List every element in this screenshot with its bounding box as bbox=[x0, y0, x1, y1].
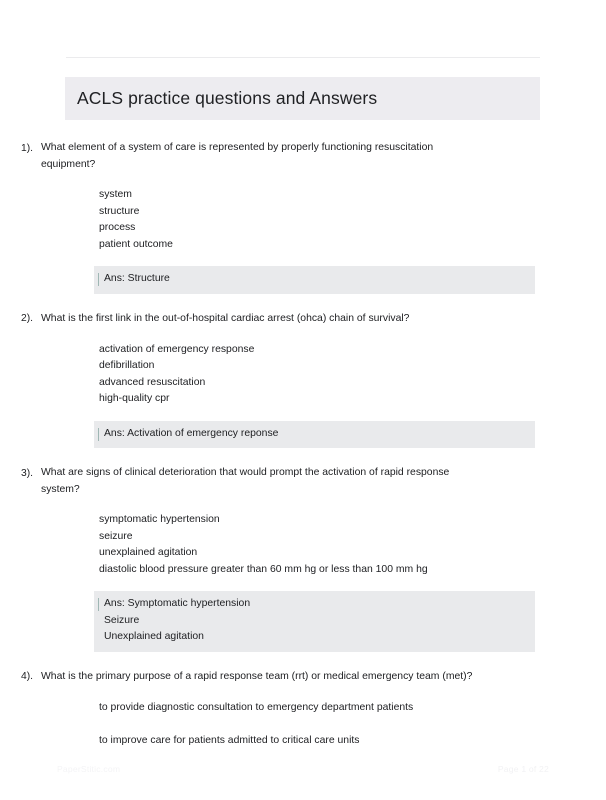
answer-option[interactable]: advanced resuscitation bbox=[99, 376, 206, 388]
answer-options bbox=[99, 187, 606, 253]
header-divider bbox=[66, 57, 540, 58]
answer-option[interactable]: structure bbox=[99, 205, 140, 217]
document-title-banner bbox=[65, 77, 540, 120]
answer-line: Unexplained agitation bbox=[104, 631, 204, 642]
answer-line: Ans: Symptomatic hypertension bbox=[94, 596, 535, 613]
answer-box bbox=[94, 591, 535, 652]
page-footer bbox=[0, 764, 606, 778]
question-header bbox=[0, 465, 606, 498]
answer-option[interactable]: process bbox=[99, 222, 136, 233]
answer-option[interactable]: unexplained agitation bbox=[99, 547, 198, 558]
footer-page-indicator: Page 1 of 22 bbox=[497, 764, 549, 774]
answer-option[interactable]: patient outcome bbox=[99, 238, 173, 250]
answer-option[interactable]: to provide diagnostic consultation to emergency department patients bbox=[99, 701, 414, 713]
answer-option[interactable]: seizure bbox=[99, 530, 133, 542]
answer-box bbox=[94, 266, 535, 294]
question-text: What is the first link in the out-of-hospital cardiac arrest (ohca) chain of survival? bbox=[41, 312, 410, 324]
answer-option[interactable]: activation of emergency response bbox=[99, 343, 255, 355]
answer-line: Seizure bbox=[104, 614, 140, 626]
answer-line: Ans: Activation of emergency reponse bbox=[94, 426, 535, 443]
question-header bbox=[0, 140, 606, 173]
question-header bbox=[0, 669, 606, 686]
questions-list bbox=[0, 140, 606, 767]
question-block bbox=[0, 669, 606, 750]
answer-option[interactable]: defibrillation bbox=[99, 360, 155, 371]
answer-options bbox=[99, 700, 606, 750]
question-number: 3). bbox=[20, 467, 33, 479]
answer-option[interactable]: high-quality cpr bbox=[99, 393, 170, 404]
answer-line: Ans: Structure bbox=[94, 271, 535, 288]
question-header bbox=[0, 311, 606, 328]
question-block bbox=[0, 140, 606, 294]
answer-box bbox=[94, 421, 535, 449]
answer-option[interactable]: diastolic blood pressure greater than 60 mm hg or less than 100 mm hg bbox=[99, 563, 428, 575]
question-number: 2). bbox=[20, 313, 33, 324]
question-number: 4). bbox=[20, 671, 33, 682]
question-block bbox=[0, 311, 606, 449]
question-text: What are signs of clinical deterioration that would prompt the activation of rapid response system? bbox=[41, 467, 450, 495]
answer-options bbox=[99, 342, 606, 408]
answer-option[interactable]: symptomatic hypertension bbox=[99, 514, 220, 525]
answer-option[interactable]: system bbox=[99, 189, 132, 200]
page-title: ACLS practice questions and Answers bbox=[77, 88, 378, 108]
question-text: What is the primary purpose of a rapid response team (rrt) or medical emergency team (met)? bbox=[41, 670, 473, 682]
answer-options bbox=[99, 512, 606, 578]
answer-option[interactable]: to improve care for patients admitted to critical care units bbox=[99, 735, 360, 746]
question-text: What element of a system of care is represented by properly functioning resuscitation equipment? bbox=[41, 142, 434, 170]
question-block bbox=[0, 465, 606, 652]
question-number: 1). bbox=[20, 142, 33, 154]
footer-watermark: PaperStitic.com bbox=[57, 764, 121, 774]
